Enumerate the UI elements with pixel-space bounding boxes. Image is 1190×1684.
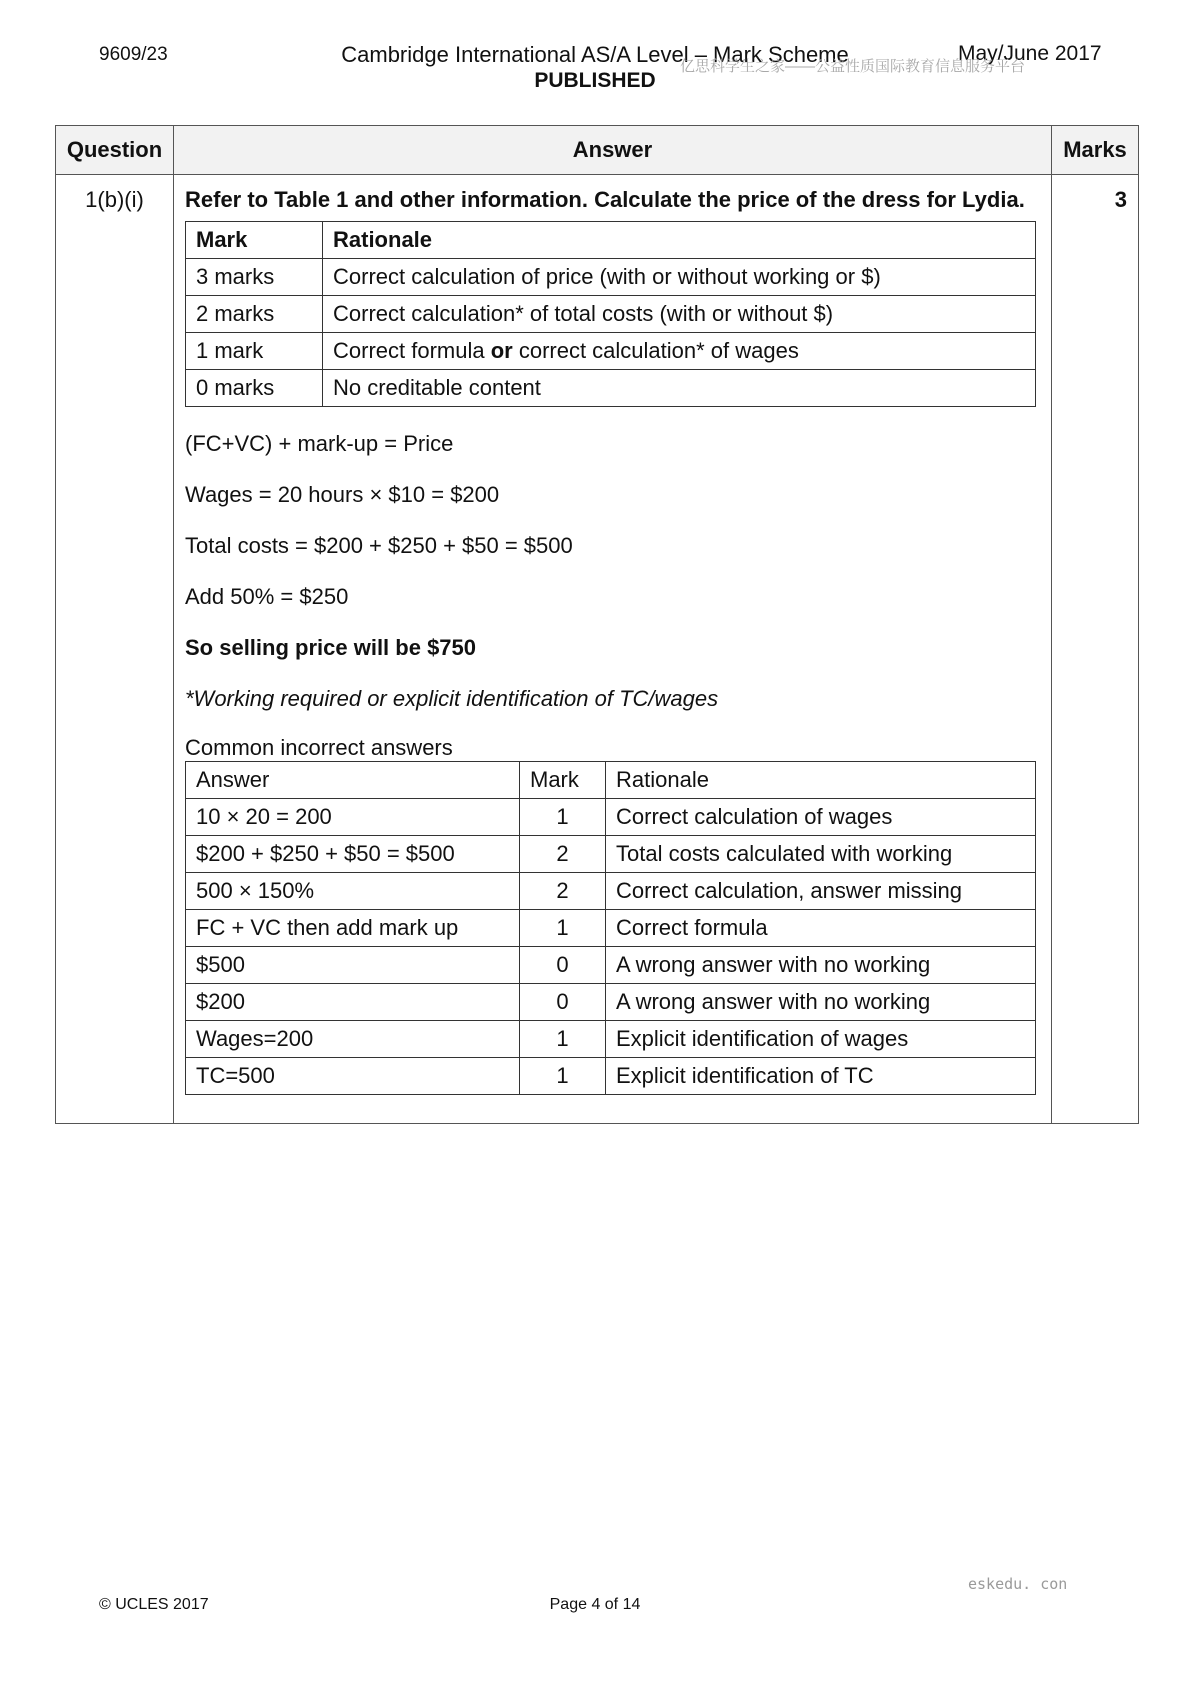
mark-level: 0 marks (186, 370, 323, 407)
table-row (186, 296, 1036, 333)
mark-header: Mark (520, 762, 606, 799)
answer-rationale: Correct calculation of wages (606, 799, 1036, 836)
rationale-part: correct calculation* of wages (512, 338, 799, 363)
published-label: PUBLISHED (534, 69, 656, 92)
working-note: *Working required or explicit identification of TC/wages (185, 686, 719, 711)
common-incorrect-header-row (186, 762, 1036, 799)
answer-mark: 1 (520, 910, 606, 947)
total-costs-calculation: Total costs = $200 + $250 + $50 = $500 (185, 533, 573, 558)
answer-rationale: A wrong answer with no working (606, 947, 1036, 984)
question-marks: 3 (1052, 175, 1139, 1124)
answer-mark: 2 (520, 873, 606, 910)
marks-column-header: Marks (1052, 126, 1139, 175)
page-number: Page 4 of 14 (549, 1596, 641, 1613)
rationale-header: Rationale (323, 222, 1036, 259)
answer-mark: 0 (520, 984, 606, 1021)
selling-price-answer: So selling price will be $750 (185, 635, 477, 660)
answer-rationale: Explicit identification of TC (606, 1058, 1036, 1095)
exam-session: May/June 2017 (958, 42, 1102, 65)
footer-watermark: eskedu. con (968, 1575, 1068, 1593)
table-row (186, 370, 1036, 407)
common-incorrect-label: Common incorrect answers (185, 735, 453, 760)
incorrect-answer: $200 (186, 984, 520, 1021)
question-row (56, 175, 1139, 1124)
table-row (186, 873, 1036, 910)
table-row (186, 910, 1036, 947)
incorrect-answer: FC + VC then add mark up (186, 910, 520, 947)
table-row (186, 799, 1036, 836)
answer-header: Answer (186, 762, 520, 799)
table-row (186, 947, 1036, 984)
incorrect-answer: $500 (186, 947, 520, 984)
common-incorrect-table (185, 761, 1036, 1095)
header-watermark: 亿思科学生之家——公益性质国际教育信息服务平台 (680, 58, 1026, 75)
answer-mark: 0 (520, 947, 606, 984)
rationale-text: Correct calculation of price (with or without working or $) (323, 259, 1036, 296)
question-prompt: Refer to Table 1 and other information. Calculate the price of the dress for Lydia. (185, 187, 1025, 212)
answer-mark: 1 (520, 1021, 606, 1058)
price-formula: (FC+VC) + mark-up = Price (185, 431, 454, 456)
mark-rationale-table (185, 221, 1036, 407)
mark-level: 1 mark (186, 333, 323, 370)
incorrect-answer: 10 × 20 = 200 (186, 799, 520, 836)
answer-mark: 1 (520, 799, 606, 836)
rationale-text: Correct calculation* of total costs (with or without $) (323, 296, 1036, 333)
document-title: Cambridge International AS/A Level – Mark Scheme (341, 42, 849, 67)
incorrect-answer: Wages=200 (186, 1021, 520, 1058)
table-row (186, 836, 1036, 873)
answer-mark: 2 (520, 836, 606, 873)
rationale-text (323, 333, 1036, 370)
incorrect-answer: 500 × 150% (186, 873, 520, 910)
mark-rationale-header-row (186, 222, 1036, 259)
mark-scheme-header-row (56, 126, 1139, 175)
answer-mark: 1 (520, 1058, 606, 1095)
answer-rationale: Explicit identification of wages (606, 1021, 1036, 1058)
markup-calculation: Add 50% = $250 (185, 584, 349, 609)
table-row (186, 259, 1036, 296)
incorrect-answer: $200 + $250 + $50 = $500 (186, 836, 520, 873)
answer-column-header: Answer (174, 126, 1052, 175)
question-number: 1(b)(i) (56, 175, 174, 1124)
answer-cell (174, 175, 1052, 1124)
table-row (186, 1021, 1036, 1058)
mark-level: 2 marks (186, 296, 323, 333)
mark-level: 3 marks (186, 259, 323, 296)
question-column-header: Question (56, 126, 174, 175)
rationale-header: Rationale (606, 762, 1036, 799)
mark-header: Mark (186, 222, 323, 259)
copyright: © UCLES 2017 (99, 1596, 209, 1613)
table-row (186, 1058, 1036, 1095)
paper-code: 9609/23 (99, 44, 168, 65)
table-row (186, 984, 1036, 1021)
mark-scheme-table (55, 125, 1139, 1124)
rationale-part: Correct formula (333, 338, 491, 363)
answer-rationale: Correct calculation, answer missing (606, 873, 1036, 910)
answer-rationale: Total costs calculated with working (606, 836, 1036, 873)
wages-calculation: Wages = 20 hours × $10 = $200 (185, 482, 500, 507)
rationale-text: No creditable content (323, 370, 1036, 407)
incorrect-answer: TC=500 (186, 1058, 520, 1095)
rationale-or: or (490, 338, 513, 363)
table-row (186, 333, 1036, 370)
answer-rationale: A wrong answer with no working (606, 984, 1036, 1021)
answer-rationale: Correct formula (606, 910, 1036, 947)
